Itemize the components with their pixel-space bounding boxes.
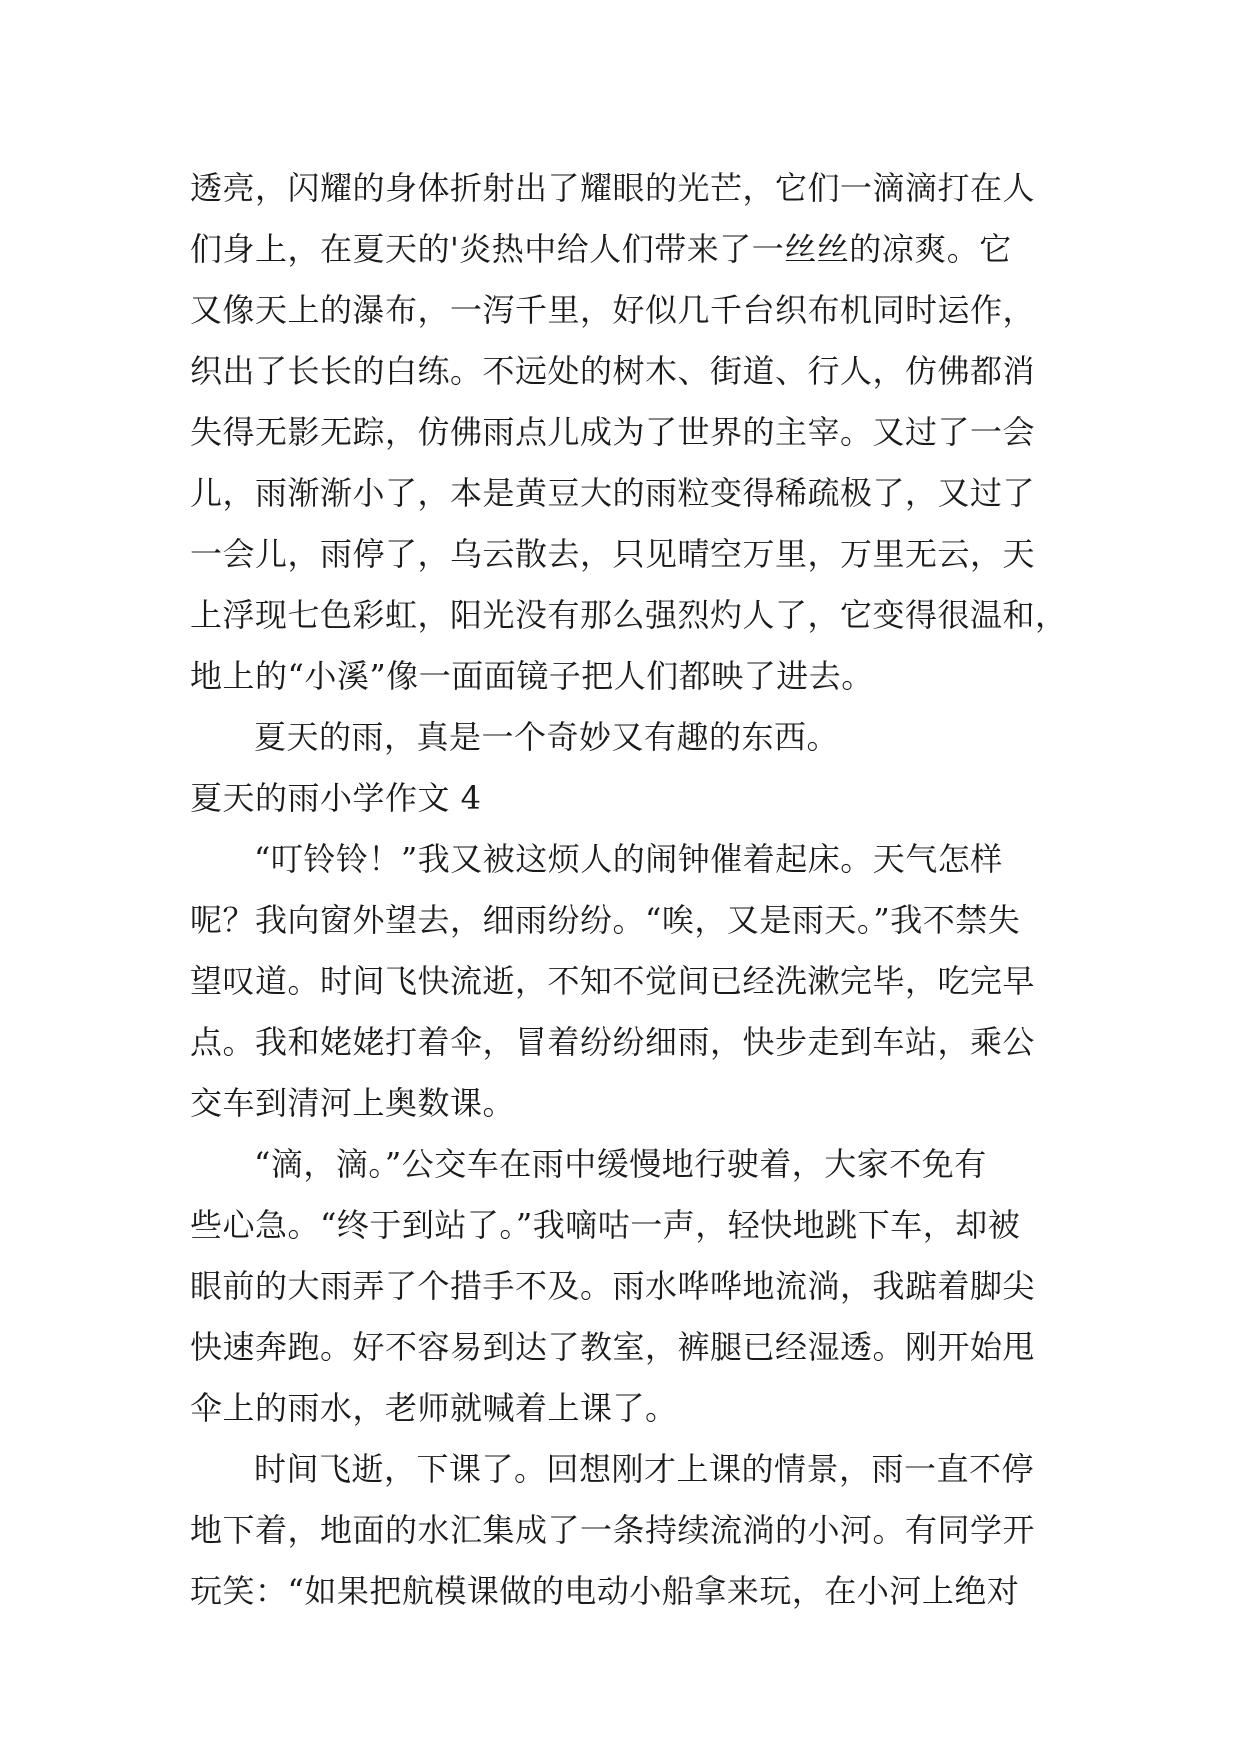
text-line: 时间飞逝，下课了。回想刚才上课的情景，雨一直不停 [254,1450,1035,1488]
text-line: 透亮，闪耀的身体折射出了耀眼的光芒，它们一滴滴打在人 [190,169,1036,207]
text-line: 眼前的大雨弄了个措手不及。雨水哗哗地流淌，我踮着脚尖 [190,1267,1036,1305]
document-body [190,158,1070,1622]
text-line: 快速奔跑。好不容易到达了教室，裤腿已经湿透。刚开始甩 [190,1328,1036,1366]
text-line: 又像天上的瀑布，一泻千里，好似几千台织布机同时运作， [190,291,1036,329]
text-line: 夏天的雨，真是一个奇妙又有趣的东西。 [254,718,840,756]
text-line: 些心急。“终于到站了。”我嘀咕一声，轻快地跳下车，却被 [190,1206,1021,1244]
text-line: 儿，雨渐渐小了，本是黄豆大的雨粒变得稀疏极了，又过了 [190,474,1036,512]
text-line: 失得无影无踪，仿佛雨点儿成为了世界的主宰。又过了一会 [190,413,1036,451]
text-line: 一会儿，雨停了，乌云散去，只见晴空万里，万里无云，天 [190,535,1036,573]
section-heading: 夏天的雨小学作文 4 [190,779,482,817]
text-line: 们身上，在夏天的'炎热中给人们带来了一丝丝的凉爽。它 [190,230,1012,268]
text-line: 呢？我向窗外望去，细雨纷纷。“唉，又是雨天。”我不禁失 [190,901,1021,939]
text-line: 望叹道。时间飞快流逝，不知不觉间已经洗漱完毕，吃完早 [190,962,1036,1000]
text-line: 点。我和姥姥打着伞，冒着纷纷细雨，快步走到车站，乘公 [190,1023,1036,1061]
text-line: “滴，滴。”公交车在雨中缓慢地行驶着，大家不免有 [254,1145,987,1183]
text-line: 地下着，地面的水汇集成了一条持续流淌的小河。有同学开 [190,1511,1036,1549]
text-line: 上浮现七色彩虹，阳光没有那么强烈灼人了，它变得很温和， [190,596,1068,634]
text-line: 玩笑：“如果把航模课做的电动小船拿来玩，在小河上绝对 [190,1572,1020,1610]
text-line: 交车到清河上奥数课。 [190,1084,516,1122]
text-line: 织出了长长的白练。不远处的树木、街道、行人，仿佛都消 [190,352,1036,390]
text-line: “叮铃铃！”我又被这烦人的闹钟催着起床。天气怎样 [254,840,1003,878]
text-line: 地上的“小溪”像一面面镜子把人们都映了进去。 [190,657,874,695]
text-line: 伞上的雨水，老师就喊着上课了。 [190,1389,678,1427]
